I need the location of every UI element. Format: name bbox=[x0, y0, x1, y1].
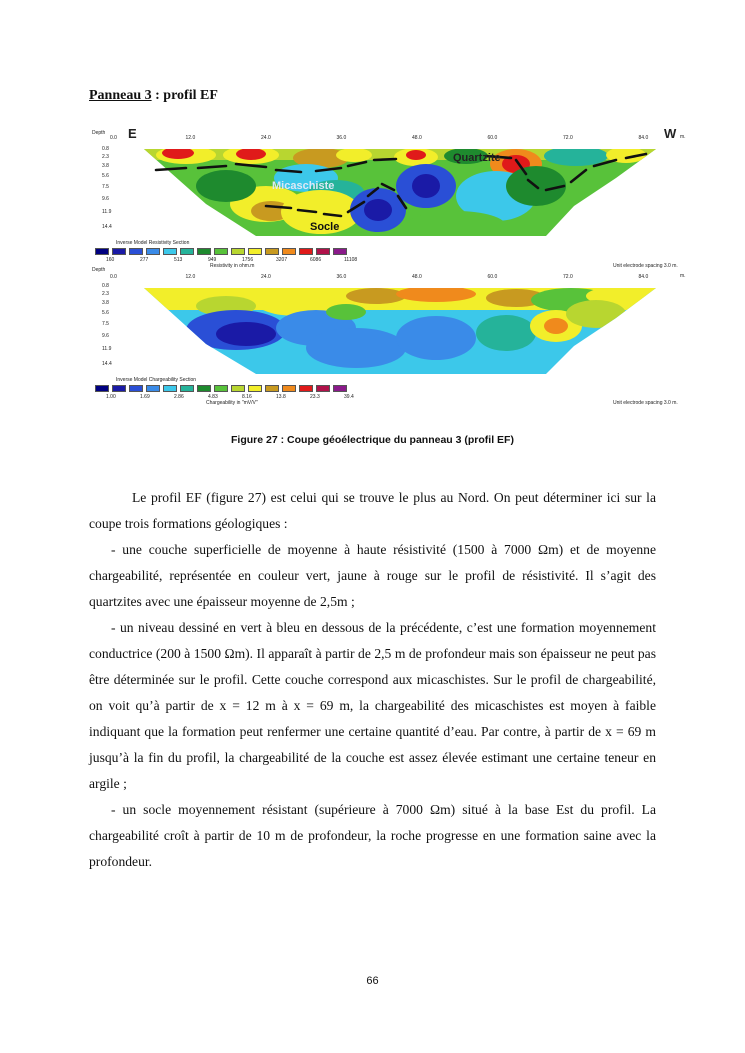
list-item: - un niveau dessiné en vert à bleu en dessous de la précédente, c’est une formation moyennement conductrice (200 à 1500 Ωm). Il apparaît à partir de 2,5 m de profondeur mais son épaisseur ne peut pas être déterminée sur le profil. Cette couche correspond aux micaschistes. Sur le profil de chargeabilité, on voit qu’à partir de x = 12 m à x = 69 m, la chargeabilité des micaschistes est moyen à faible indiquant que la formation peut renfermer une certaine quantité d’eau. Par contre, à partir de x = 69 m jusqu’à la fin du profil, la chargeabilité de la couche est assez élevée estimant une certaine teneur en argile ; bbox=[89, 620, 656, 791]
color-swatch bbox=[129, 385, 143, 392]
panel-label: Panneau 3 bbox=[89, 88, 152, 103]
scale-value-label: 1.00 bbox=[106, 394, 116, 400]
x-tick-label: 24.0 bbox=[261, 135, 271, 141]
chargeability-pseudosection bbox=[116, 288, 684, 383]
color-swatch bbox=[282, 248, 296, 255]
x-tick-label: 0.0 bbox=[110, 135, 117, 141]
x-tick-label: 12.0 bbox=[185, 135, 196, 141]
scale-value-label: 4.83 bbox=[208, 394, 218, 400]
color-swatch bbox=[197, 385, 211, 392]
color-swatch bbox=[112, 385, 126, 392]
color-swatch bbox=[265, 385, 279, 392]
color-scale bbox=[95, 385, 347, 392]
scale-value-label: 11108 bbox=[344, 257, 358, 263]
depth-tick-label: 3.8 bbox=[102, 163, 109, 169]
heading-rest: : profil EF bbox=[151, 88, 218, 103]
scale-value-label: 277 bbox=[140, 257, 149, 263]
color-swatch bbox=[95, 385, 109, 392]
color-swatch bbox=[146, 385, 160, 392]
scale-value-label: 3207 bbox=[276, 257, 288, 263]
scale-value-label: 513 bbox=[174, 257, 183, 263]
color-swatch bbox=[248, 385, 262, 392]
x-tick-label: 72.0 bbox=[563, 274, 573, 280]
color-swatch bbox=[282, 385, 296, 392]
resistivity-pseudosection bbox=[116, 146, 684, 241]
color-swatch bbox=[163, 385, 177, 392]
color-swatch bbox=[299, 385, 313, 392]
x-tick-label: 84.0 bbox=[638, 135, 649, 141]
color-swatch bbox=[197, 248, 211, 255]
micaschiste-annotation: Micaschiste bbox=[272, 180, 335, 192]
section-title: Inverse Model Chargeability Section bbox=[116, 377, 197, 383]
scale-value-label: 1756 bbox=[242, 257, 254, 263]
electrode-spacing: Unit electrode spacing 3.0 m. bbox=[613, 400, 678, 406]
x-tick-label: 0.0 bbox=[110, 274, 117, 280]
color-swatch bbox=[333, 385, 347, 392]
color-swatch bbox=[316, 385, 330, 392]
direction-west: W bbox=[664, 126, 677, 141]
color-swatch bbox=[180, 385, 194, 392]
color-swatch bbox=[214, 248, 228, 255]
x-tick-label: 24.0 bbox=[261, 274, 271, 280]
depth-tick-label: 2.3 bbox=[102, 154, 109, 160]
depth-tick-label: 9.6 bbox=[102, 333, 109, 339]
x-tick-label: 72.0 bbox=[563, 135, 573, 141]
section-heading bbox=[89, 88, 218, 104]
depth-label: Depth bbox=[92, 267, 106, 273]
depth-tick-label: 14.4 bbox=[102, 361, 112, 367]
scale-value-label: 6086 bbox=[310, 257, 322, 263]
color-swatch bbox=[112, 248, 126, 255]
depth-tick-label: 0.8 bbox=[102, 283, 109, 289]
socle-annotation: Socle bbox=[310, 221, 340, 233]
color-swatch bbox=[163, 248, 177, 255]
scale-value-label: 23.3 bbox=[310, 394, 320, 400]
depth-tick-label: 2.3 bbox=[102, 291, 109, 297]
x-tick-label: 60.0 bbox=[487, 274, 498, 280]
depth-tick-label: 5.6 bbox=[102, 310, 109, 316]
depth-label: Depth bbox=[92, 130, 106, 136]
scale-value-label: 39.4 bbox=[344, 394, 354, 400]
x-unit: m. bbox=[680, 134, 686, 140]
depth-tick-label: 3.8 bbox=[102, 300, 109, 306]
color-swatch bbox=[95, 248, 109, 255]
depth-tick-label: 11.9 bbox=[102, 209, 112, 215]
depth-tick-label: 5.6 bbox=[102, 173, 109, 179]
color-scale bbox=[95, 248, 347, 255]
paragraph: Le profil EF (figure 27) est celui qui se trouve le plus au Nord. On peut déterminer ici sur la coupe trois formations géologiques : bbox=[89, 490, 656, 531]
depth-tick-label: 0.8 bbox=[102, 146, 109, 152]
scale-value-label: 2.86 bbox=[174, 394, 184, 400]
x-tick-label: 48.0 bbox=[412, 135, 422, 141]
body-text bbox=[89, 485, 656, 875]
depth-tick-label: 14.4 bbox=[102, 224, 112, 230]
depth-tick-label: 11.9 bbox=[102, 346, 112, 352]
color-swatch bbox=[214, 385, 228, 392]
x-tick-label: 36.0 bbox=[336, 274, 347, 280]
section-title: Inverse Model Resistivity Section bbox=[116, 240, 190, 246]
x-tick-label: 36.0 bbox=[336, 135, 347, 141]
color-swatch bbox=[316, 248, 330, 255]
scale-value-label: 160 bbox=[106, 257, 115, 263]
chargeability-section bbox=[86, 267, 692, 412]
scale-value-label: 13.8 bbox=[276, 394, 286, 400]
depth-tick-label: 7.5 bbox=[102, 321, 109, 327]
x-tick-label: 84.0 bbox=[638, 274, 649, 280]
quartzite-annotation: Quartzite bbox=[453, 152, 501, 164]
direction-east: E bbox=[128, 126, 137, 141]
scale-title: Resistivity in ohm.m bbox=[210, 263, 255, 269]
color-swatch bbox=[231, 385, 245, 392]
color-swatch bbox=[333, 248, 347, 255]
color-swatch bbox=[299, 248, 313, 255]
x-unit: m. bbox=[680, 273, 686, 279]
figure-caption: Figure 27 : Coupe géoélectrique du panneau 3 (profil EF) bbox=[231, 434, 514, 446]
x-tick-label: 12.0 bbox=[185, 274, 196, 280]
color-swatch bbox=[265, 248, 279, 255]
color-swatch bbox=[146, 248, 160, 255]
electrode-spacing: Unit electrode spacing 3.0 m. bbox=[613, 263, 678, 269]
scale-value-label: 949 bbox=[208, 257, 217, 263]
scale-title: Chargeability in "mV/V" bbox=[206, 400, 258, 406]
list-item: - un socle moyennement résistant (supérieure à 7000 Ωm) situé à la base Est du profil. La chargeabilité croît à partir de 10 m de profondeur, la roche progresse en une formation saine avec la profondeur. bbox=[89, 802, 656, 869]
list-item: - une couche superficielle de moyenne à haute résistivité (1500 à 7000 Ωm) et de moyenne chargeabilité, représentée en couleur vert, jaune à rouge sur le profil de résistivité. Il s’agit des quartzites avec une épaisseur moyenne de 2,5m ; bbox=[89, 542, 656, 609]
depth-tick-label: 9.6 bbox=[102, 196, 109, 202]
depth-tick-label: 7.5 bbox=[102, 184, 109, 190]
color-swatch bbox=[129, 248, 143, 255]
color-swatch bbox=[231, 248, 245, 255]
color-swatch bbox=[180, 248, 194, 255]
resistivity-section bbox=[86, 128, 692, 273]
color-swatch bbox=[248, 248, 262, 255]
x-tick-label: 60.0 bbox=[487, 135, 498, 141]
page-number: 66 bbox=[366, 975, 379, 987]
scale-value-label: 1.69 bbox=[140, 394, 150, 400]
scale-value-label: 8.16 bbox=[242, 394, 252, 400]
x-tick-label: 48.0 bbox=[412, 274, 422, 280]
